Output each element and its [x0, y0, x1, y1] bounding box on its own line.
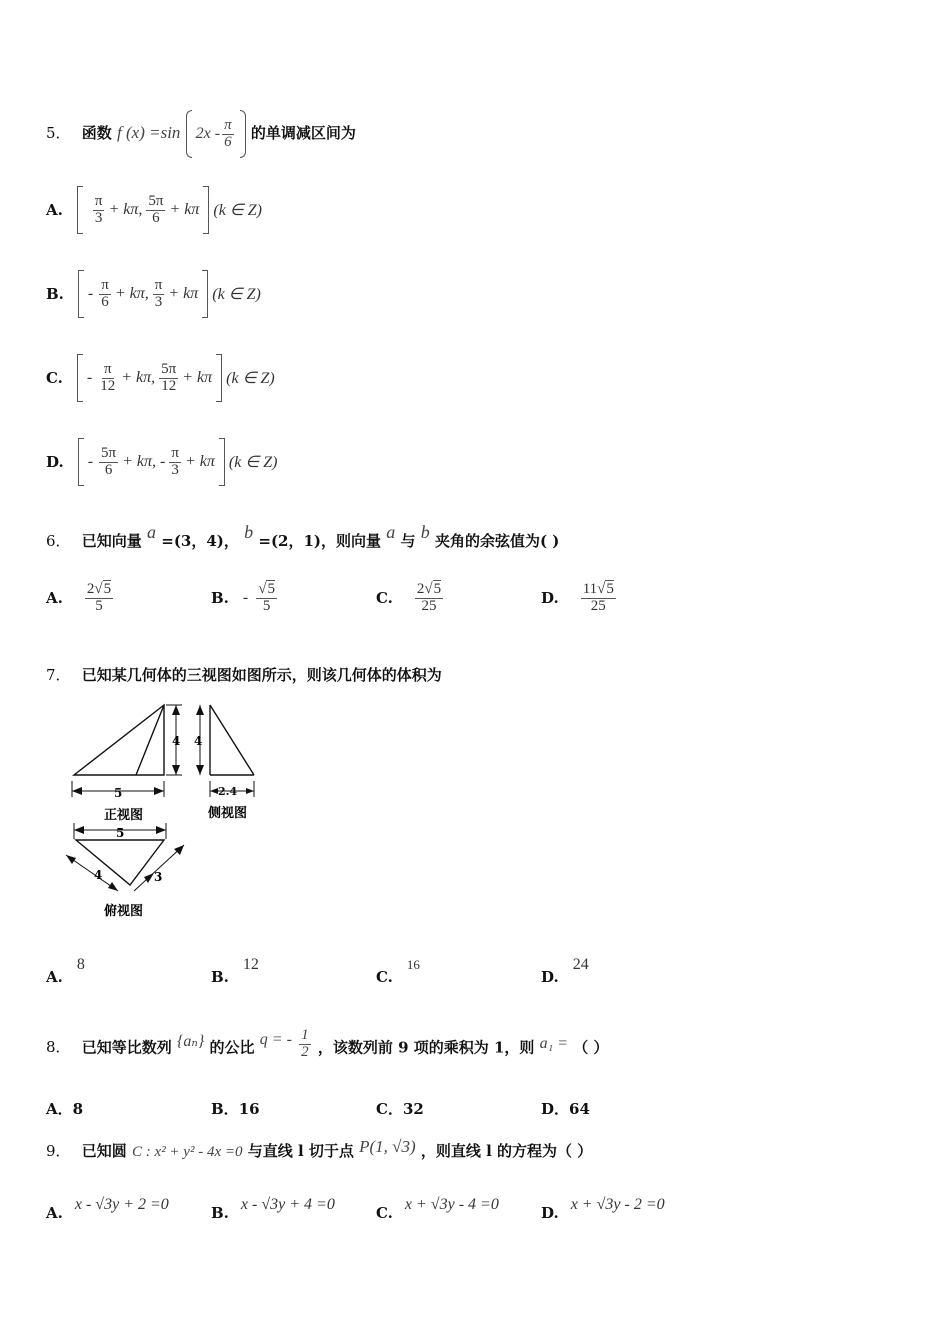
- q9-option-a[interactable]: [46, 1196, 169, 1222]
- option-frac-2-numerator: 5π: [148, 192, 164, 209]
- option-value: 64: [569, 1099, 590, 1118]
- side-view-label: 侧视图: [208, 806, 248, 821]
- option-frac-2-numerator: π: [154, 276, 163, 293]
- option-coef: 2: [86, 581, 95, 597]
- option-label: D.: [541, 589, 559, 608]
- q9-option-c[interactable]: [376, 1196, 499, 1222]
- option-sign: -: [242, 589, 249, 607]
- option-radicand: 5: [606, 581, 614, 597]
- option-term: + kπ,: [114, 285, 149, 302]
- q9-option-d[interactable]: [541, 1196, 665, 1222]
- question-text: （ ）: [573, 1038, 609, 1057]
- q6-option-d[interactable]: [541, 582, 618, 615]
- question-text: 已知等比数列: [81, 1038, 172, 1057]
- top-width-label: 5: [116, 826, 125, 840]
- option-frac-2-denominator: 6: [152, 209, 160, 226]
- option-term: + kπ,: [121, 369, 156, 386]
- option-value: 32: [402, 1099, 424, 1118]
- q7-option-d[interactable]: [541, 956, 589, 986]
- option-frac-1-numerator: π: [103, 360, 112, 377]
- question-text: 已知圆: [81, 1142, 127, 1160]
- option-frac-1: [93, 194, 105, 227]
- option-frac-1: [99, 278, 111, 311]
- option-frac-1-numerator: π: [94, 192, 103, 209]
- question-text: 与: [400, 532, 416, 550]
- option-frac-2: [159, 362, 178, 395]
- q8-option-a[interactable]: [46, 1098, 83, 1119]
- sequence-symbol: {aₙ}: [177, 1033, 205, 1051]
- q5-option-c[interactable]: [46, 354, 275, 402]
- option-denominator: 25: [421, 597, 437, 614]
- option-fraction: $\frac{√5}{5}$: [258, 581, 275, 614]
- ratio-denominator: 2: [301, 1043, 309, 1060]
- question-text-tail: 的单调减区间为: [250, 124, 356, 142]
- option-label: B.: [211, 589, 229, 608]
- option-label: B.: [211, 1204, 229, 1222]
- option-frac-1: [99, 446, 118, 479]
- ratio-expr: q = -: [259, 1031, 292, 1049]
- question-9: [46, 1137, 593, 1161]
- option-value: 12: [242, 956, 259, 973]
- top-edge-b-label: 3: [154, 870, 163, 884]
- option-denominator: 25: [590, 597, 606, 614]
- vector-a: a: [147, 522, 157, 542]
- q7-option-a[interactable]: [46, 956, 85, 986]
- option-term: + kπ: [168, 285, 199, 302]
- q9-option-b[interactable]: [211, 1196, 335, 1222]
- option-term: + kπ: [169, 201, 200, 218]
- option-label: A.: [46, 968, 63, 986]
- option-term: + kπ,: [108, 201, 143, 218]
- option-value: 24: [572, 956, 589, 973]
- option-frac-2: [169, 446, 181, 479]
- option-radicand: 5: [267, 581, 275, 597]
- q8-option-c[interactable]: [376, 1098, 424, 1119]
- option-value: 8: [72, 1099, 84, 1118]
- option-frac-2-denominator: 12: [161, 377, 177, 394]
- option-coef: 2: [416, 581, 425, 597]
- option-term: + kπ: [182, 369, 213, 386]
- three-view-figure: [58, 695, 278, 925]
- option-label: D.: [541, 1204, 559, 1222]
- question-number: 7．: [46, 666, 71, 684]
- option-frac-2-numerator: 5π: [161, 360, 177, 377]
- question-text: =(3，4)，: [161, 532, 239, 550]
- question-text: ，则直线 l 的方程为（ ）: [420, 1142, 593, 1160]
- option-denominator: 5: [95, 597, 103, 614]
- option-fraction: $\frac{2√5}{25}$: [416, 581, 442, 614]
- q5-option-b[interactable]: [46, 270, 261, 318]
- arg-denominator: 6: [224, 133, 232, 150]
- option-sign: -: [87, 453, 94, 470]
- option-radicand: 5: [433, 581, 442, 597]
- function-arg: 2x -: [195, 125, 221, 142]
- option-frac-2-numerator: π: [171, 444, 179, 461]
- option-frac-1-denominator: 3: [94, 209, 103, 226]
- option-label: B.: [46, 285, 64, 303]
- option-radicand: 5: [103, 581, 112, 597]
- option-denominator: 5: [262, 597, 271, 614]
- function-expr: f (x) =sin: [117, 123, 181, 142]
- question-number: 9．: [46, 1142, 71, 1160]
- point-p: P(1, √3): [359, 1137, 416, 1156]
- option-label: D.: [541, 968, 559, 986]
- question-text: 与直线 l 切于点: [247, 1142, 354, 1160]
- side-width-label: 2.4: [218, 785, 238, 798]
- option-frac-2: [146, 194, 165, 227]
- question-7: [46, 664, 442, 685]
- option-value: x + √3y - 2 =0: [570, 1196, 665, 1213]
- option-value: 16: [406, 957, 420, 972]
- option-value: 16: [238, 1099, 260, 1118]
- q6-option-c[interactable]: [376, 582, 445, 615]
- option-coef: 11: [582, 581, 598, 597]
- q8-option-b[interactable]: [211, 1098, 260, 1119]
- question-text: 的公比: [209, 1038, 255, 1057]
- q5-option-a[interactable]: [46, 186, 262, 234]
- a1-symbol: a₁ =: [539, 1035, 569, 1053]
- option-label: C.: [376, 968, 393, 986]
- vector-a: a: [386, 522, 396, 542]
- vector-b: b: [244, 522, 254, 542]
- option-frac-1-numerator: 5π: [101, 444, 117, 461]
- option-frac-1-numerator: π: [101, 276, 109, 293]
- option-fraction: $\frac{11√5}{25}$: [582, 581, 614, 614]
- option-label: A.: [46, 201, 63, 219]
- question-text: 已知向量: [81, 532, 142, 550]
- question-text: 夹角的余弦值为( ): [434, 532, 560, 550]
- side-height-label: 4: [194, 734, 203, 748]
- option-label: A.: [46, 589, 63, 608]
- option-domain: (k ∈ Z): [228, 454, 278, 471]
- option-frac-1-denominator: 6: [104, 461, 113, 478]
- q6-option-a[interactable]: [46, 582, 115, 615]
- option-frac-2-denominator: 3: [154, 293, 163, 310]
- option-frac-1-denominator: 6: [101, 293, 109, 310]
- option-label: D．: [541, 1100, 570, 1118]
- option-label: C.: [46, 369, 63, 387]
- option-label: C.: [376, 1204, 393, 1222]
- option-sign: -: [86, 369, 93, 386]
- top-view-label: 俯视图: [104, 904, 144, 919]
- option-domain: (k ∈ Z): [213, 202, 262, 219]
- option-fraction: $\frac{2√5}{5}$: [86, 581, 112, 614]
- option-label: B．: [211, 1100, 239, 1118]
- option-frac-2: [153, 278, 165, 311]
- option-label: C.: [376, 589, 393, 608]
- question-text: 函数: [81, 124, 112, 142]
- question-number: 6．: [46, 532, 71, 550]
- option-value: x + √3y - 4 =0: [404, 1196, 499, 1213]
- option-label: B.: [211, 968, 229, 986]
- question-8: [46, 1027, 609, 1065]
- option-label: C．: [376, 1100, 403, 1118]
- option-sign: -: [87, 285, 94, 302]
- question-5: [46, 110, 356, 158]
- q8-option-d[interactable]: [541, 1098, 590, 1119]
- option-domain: (k ∈ Z): [226, 370, 275, 387]
- option-term: + kπ: [184, 453, 215, 470]
- q5-option-d[interactable]: [46, 438, 277, 486]
- circle-equation: C : x² + y² - 4x =0: [132, 1144, 243, 1160]
- option-frac-2-denominator: 3: [171, 461, 179, 478]
- q7-option-c[interactable]: [376, 956, 420, 986]
- option-label: D.: [46, 453, 64, 471]
- q7-option-b[interactable]: [211, 956, 259, 986]
- question-text: ，该数列前 9 项的乘积为 1，则: [317, 1038, 535, 1057]
- option-term: + kπ, -: [122, 453, 166, 470]
- vector-b: b: [420, 522, 430, 542]
- front-view-label: 正视图: [104, 808, 144, 823]
- front-height-label: 4: [172, 734, 181, 748]
- q6-option-b[interactable]: [211, 582, 279, 615]
- option-value: x - √3y + 2 =0: [74, 1196, 169, 1213]
- option-frac-1: [98, 362, 117, 395]
- top-edge-a-label: 4: [94, 868, 103, 882]
- option-frac-1-denominator: 12: [100, 377, 116, 394]
- question-6: [46, 522, 560, 551]
- option-domain: (k ∈ Z): [212, 286, 261, 303]
- question-number: 8．: [46, 1038, 71, 1057]
- question-text: =(2，1)，则向量: [258, 532, 382, 550]
- ratio-numerator: 1: [301, 1027, 309, 1043]
- front-width-label: 5: [114, 786, 123, 800]
- option-label: A.: [46, 1204, 63, 1222]
- option-label: A．: [46, 1100, 73, 1118]
- option-value: x - √3y + 4 =0: [240, 1196, 335, 1213]
- question-text: 已知某几何体的三视图如图所示，则该几何体的体积为: [81, 666, 442, 684]
- arg-numerator: π: [224, 116, 232, 133]
- question-number: 5．: [46, 124, 71, 142]
- option-value: 8: [76, 956, 85, 973]
